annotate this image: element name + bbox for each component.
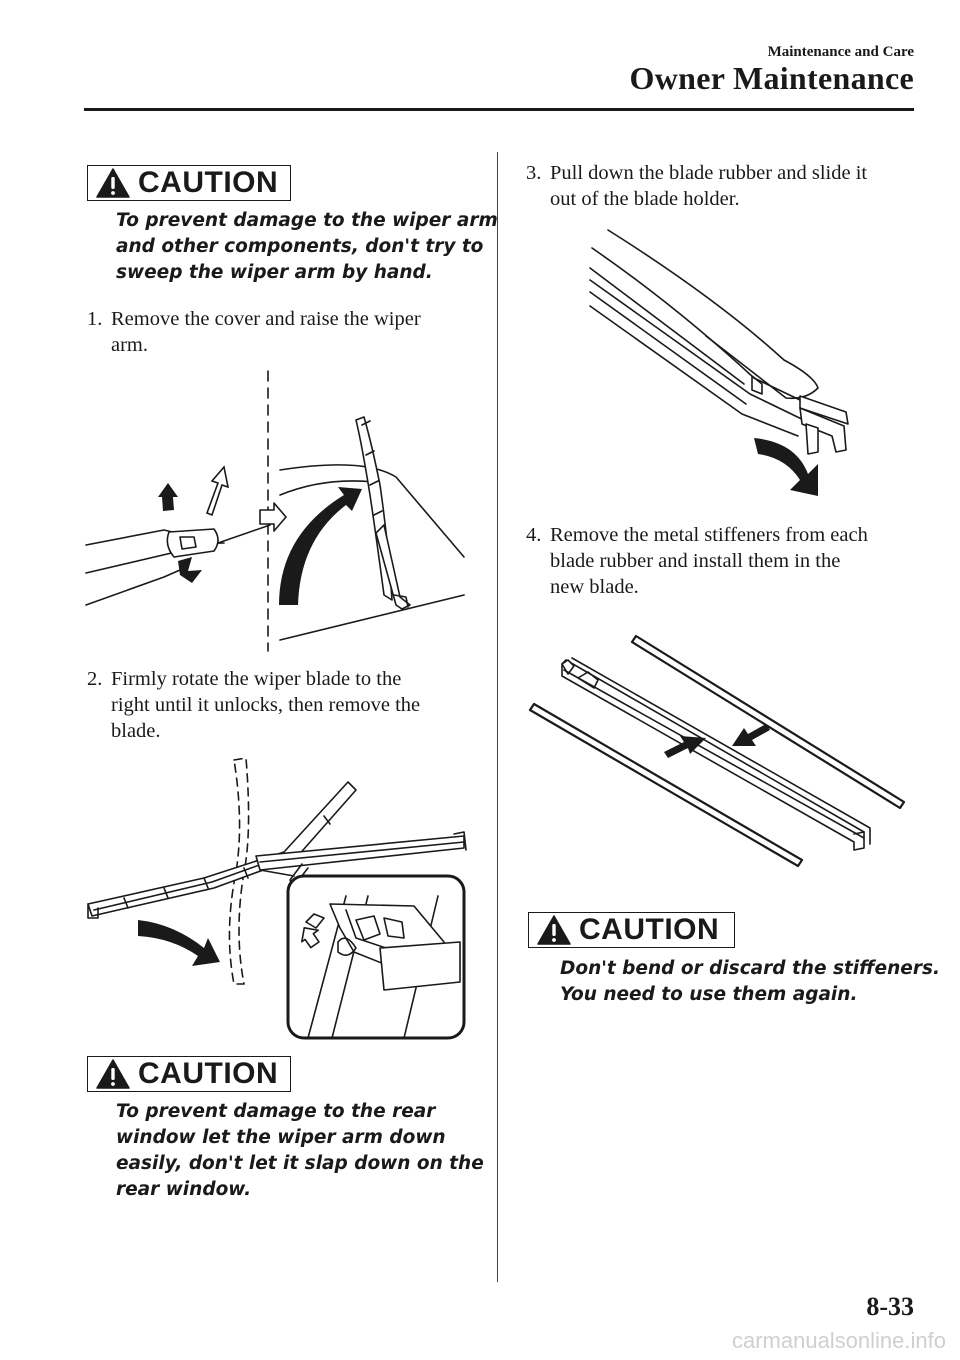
caution-text: Don't bend or discard the stiffeners. You need to use them again. (560, 958, 940, 1005)
step-2 (87, 666, 487, 746)
warning-triangle-icon (96, 168, 130, 198)
step-text: Remove the cover and raise the wiper arm. (111, 308, 421, 356)
watermark: carmanualsonline.info (731, 1328, 946, 1353)
caution-box (87, 165, 291, 201)
step-3 (526, 160, 926, 216)
step-text: Pull down the blade rubber and slide it out of the blade holder. (550, 162, 868, 210)
figure-pull-blade-rubber (586, 228, 856, 500)
caution-label: CAUTION (579, 913, 720, 946)
warning-triangle-icon (537, 915, 571, 945)
caution-label: CAUTION (138, 166, 279, 199)
column-divider (497, 152, 498, 1282)
caution-text: To prevent damage to the wiper arm and other components, don't try to sweep the wiper arm by hand. (116, 210, 498, 283)
step-text: Remove the metal stiffeners from each blade rubber and install them in the new blade. (550, 524, 868, 598)
caution-box (528, 912, 735, 948)
caution-text: To prevent damage to the rear window let the wiper arm down easily, don't let it slap down on the rear window. (116, 1101, 484, 1200)
figure-rotate-remove-blade (84, 752, 469, 1042)
section-title: Maintenance and Care (767, 44, 914, 60)
page-number: 8-33 (866, 1292, 914, 1321)
warning-triangle-icon (96, 1059, 130, 1089)
step-1 (87, 306, 487, 362)
step-number: 2. (87, 668, 103, 690)
step-number: 1. (87, 308, 103, 330)
figure-install-stiffeners (528, 632, 913, 872)
step-number: 4. (526, 524, 542, 546)
caution-box (87, 1056, 291, 1092)
figure-remove-cover-raise-arm (84, 365, 469, 655)
header-divider (84, 108, 914, 111)
step-text: Firmly rotate the wiper blade to the right until it unlocks, then remove the blade. (111, 668, 421, 742)
step-4 (526, 522, 926, 602)
caution-label: CAUTION (138, 1057, 279, 1090)
page-title: Owner Maintenance (629, 60, 914, 96)
step-number: 3. (526, 162, 542, 184)
